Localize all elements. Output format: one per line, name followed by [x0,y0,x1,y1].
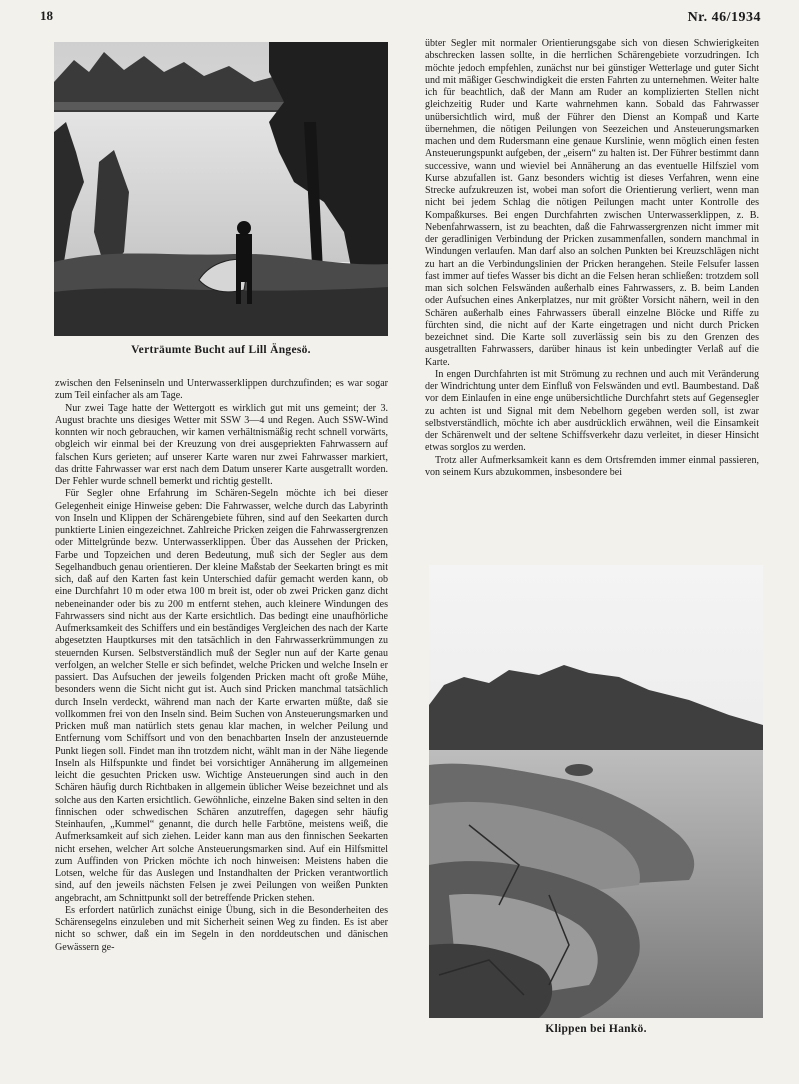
bottom-photo-caption: Klippen bei Hankö. [545,1023,647,1035]
right-paragraph: übter Segler mit normaler Orientierungsgabe sich von diesen Schwierigkeiten abschrecken lassen sollte, in die herrlichen Schärengebiete vorzudringen. Ich möchte jedoch empfehlen, zunächst nur bei günstiger Wetterlage und guter Sicht und mit mäßiger Geschwindigkeit die ersten Fahrten zu unternehmen. Weiter halte ich für beachtlich, daß der Mann am Ruder an komplizierten Stellen nicht gleichzeitig Ruder und Karte wahrnehmen kann. Sobald das Fahrwasser unübersichtlich wird, muß der Führer den Dienst an Kompaß und Karte übernehmen, die nötigen Peilungen von Seezeichen und Ansteuerungsmarken machen und dem Rudersmann eine genaue Kurslinie, wenn möglich einen festen Ansteuerungspunkt aufgeben, der „eisern“ zu halten ist. Der Führer bestimmt dann successive, wann und wieviel bei Annäherung an das eventuelle Hilfsziel vom Kurse abzufallen ist. Ganz besonders wichtig ist dieses Verfahren, wenn eine Strecke aufzukreuzen ist, wobei man sofort die Orientierung verliert, wenn man nicht bei jedem Schlag die nötigen Peilungen macht unter Kontrolle des Kompaßkurses. Bei engen Durchfahrten zwischen Unterwasserklippen, z. B. Nebenfahrwassern, ist zu beachten, daß die Fahrwassergrenzen nicht immer mit der geradlinigen Verbindung der Pricken zusammenfallen, sondern manchmal in Windungen verlaufen. Man darf also an solchen Punkten bei Kreuzschlägen nicht zu hart an die Verbindungslinien der Pricken herangehen. Steile Felsufer lassen fast immer auf tiefes Wasser bis dicht an die Felsen heran schließen: trotzdem soll man sich solchen Felswänden außerhalb eines Fahrwassers, z. B. beim Landen oder Aufsuchen eines Ankerplatzes, nur mit größter Vorsicht nähern, weil in den Schären außerhalb eines Fahrwassers überall einzelne Blöcke und Riffe zu fürchten sind, die nicht auf der Karte eingetragen und nicht durch Pricken bezeichnet sind. Die Karte soll zuverlässig sein bis zu den Grenzen des ausgetrallten Fahrwassers, darüber hinaus ist kein unbedingter Verlaß auf die Karte. [425,38,759,368]
bay-photo [54,42,388,336]
left-paragraph: Für Segler ohne Erfahrung im Schären-Segeln möchte ich bei dieser Gelegenheit einige Hinweise geben: Die Fahrwasser, welche durch das Labyrinth von Inseln und Klippen der Schärengebiete führen, sind auf den Seekarten durch punktierte Linien eingezeichnet. Zahlreiche Pricken zeigen die Fahrwassergrenzen oder Mittelgründe bezw. Unterwasserklippen. Über das Aussehen der Pricken, Farbe und Topzeichen und deren Bedeutung, muß sich der Segler aus dem Segelhandbuch genau orientieren. Der kleine Maßstab der Seekarten bringt es mit sich, daß auf den Karten fast kein Unterschied dafür gemacht werden kann, ob eine Durchfahrt 10 m oder etwa 100 m breit ist, oder ob zwei Pricken ganz dicht nebeneinander oder bis zu 200 m entfernt stehen, auch kleinere Windungen des Fahrwassers sind nicht aus der Karte ersichtlich. Das bedingt eine unaufhörliche Aufmerksamkeit des Schiffers und ein beständiges Vergleichen des nach der Karte abgesetzten Hauptkurses mit den tatsächlich in den Fahrwasserkrümmungen zu steuernden Kursen. Selbstverständlich muß der Segler nun auf der Karte genau verfolgen, an welcher Stelle er sich befindet, welche Pricken und welche Inseln er passiert. Das Aufsuchen der jeweils folgenden Pricken macht oft große Mühe, besonders wenn die Sicht nicht gut ist. Auch sind Pricken manchmal tatsächlich durch Inseln verdeckt, während man nach der Karte erwarten müßte, daß sie vollkommen frei von den Inseln sind. Beim Suchen von Ansteuerungsmarken und Pricken muß man natürlich stets genau klar machen, in welcher Peilung und Entfernung vom Schiffsort und von den benachbarten Inseln der anzusteuernde Punkt liegen soll. Findet man ihn trotzdem nicht, wählt man in der Nähe liegende Inseln als Hilfspunkte und findet bei vorsichtiger Annäherung im allgemeinen leicht die gesuchten Pricken usw. Wichtige Ansteuerungen sind auch in den Schären häufig durch Richtbaken in allgemein üblicher Weise bezeichnet und als solche aus den Karten ersichtlich. Gewöhnliche, einzelne Baken sind selten in den finnischen oder schwedischen Schären anzutreffen, dagegen sehr häufig Steinhaufen, „Kummel“ genannt, die durch helle Farbtöne, meistens weiß, die Aufmerksamkeit auf sich ziehen. Leider kann man aus den finnischen Seekarten nicht ersehen, welcher Art solche Ansteuerungsmarken sind. Auf ein Hilfsmittel zum Auffinden von Pricken möchte ich noch hinweisen: Meistens haben die Lotsen, welche für das Auslegen und Instandhalten der Pricken verantwortlich sind, auf den jeweils nächsten Felsen je zwei Peilungen von weißen Punkten angebracht, am Schnittpunkt soll der betreffende Pricken stehen. [55,488,388,904]
right-paragraph: Trotz aller Aufmerksamkeit kann es dem Ortsfremden immer einmal passieren, von seinem Kurs abzukommen, insbesondere bei [425,454,759,478]
right-column-text [425,38,759,558]
right-paragraph: In engen Durchfahrten ist mit Strömung zu rechnen und auch mit Veränderung der Windrichtung unter dem Einfluß von Felswänden und evtl. Baumbestand. Daß vor dem Einlaufen in eine enge unübersichtliche Durchfahrt stets auf Gegensegler zu achten ist und Signal mit dem Nebelhorn gegeben werden soll, ist zwar selbstverständlich, möchte ich aber ausdrücklich erwähnen, weil die Einsamkeit der Schärenwelt und der seltene Schiffsverkehr dazu verleitet, in dieser Hinsicht etwas sorglos zu werden. [425,368,759,454]
issue-number: Nr. 46/1934 [687,10,761,25]
left-column-text [55,378,388,1033]
cliffs-photo [429,565,763,1018]
top-photo-caption: Verträumte Bucht auf Lill Ängesö. [131,344,311,356]
left-paragraph: Es erfordert natürlich zunächst einige Übung, sich in die Besonderheiten des Schärensegelns einzuleben und mit Sicherheit seinen Weg zu finden. Es ist aber nicht so schwer, daß ein im Segeln in den norddeutschen und dänischen Gewässern ge- [55,904,388,953]
left-paragraph: Nur zwei Tage hatte der Wettergott es wirklich gut mit uns gemeint; der 3. August brachte uns diesiges Wetter mit SSW 3—4 und Regen. Auch SSW-Wind konnten wir noch gebrauchen, wir kamen verhältnismäßig recht schnell vorwärts, obgleich wir einmal bei der Kreuzung von drei ausgepriekten Fahrwassern auf falschen Kurs gerieten; auf unserer Karte waren nur zwei Fahrwasser markiert, das dritte Fahrwasser war erst nach dem Datum unserer Karte ausgetrallt worden. Der Fehler wurde schnell bemerkt und richtig gestellt. [55,402,388,487]
left-paragraph: zwischen den Felseninseln und Unterwasserklippen durchzufinden; es war sogar zum Teil einfacher als am Tage. [55,378,388,402]
page-number: 18 [40,8,53,23]
